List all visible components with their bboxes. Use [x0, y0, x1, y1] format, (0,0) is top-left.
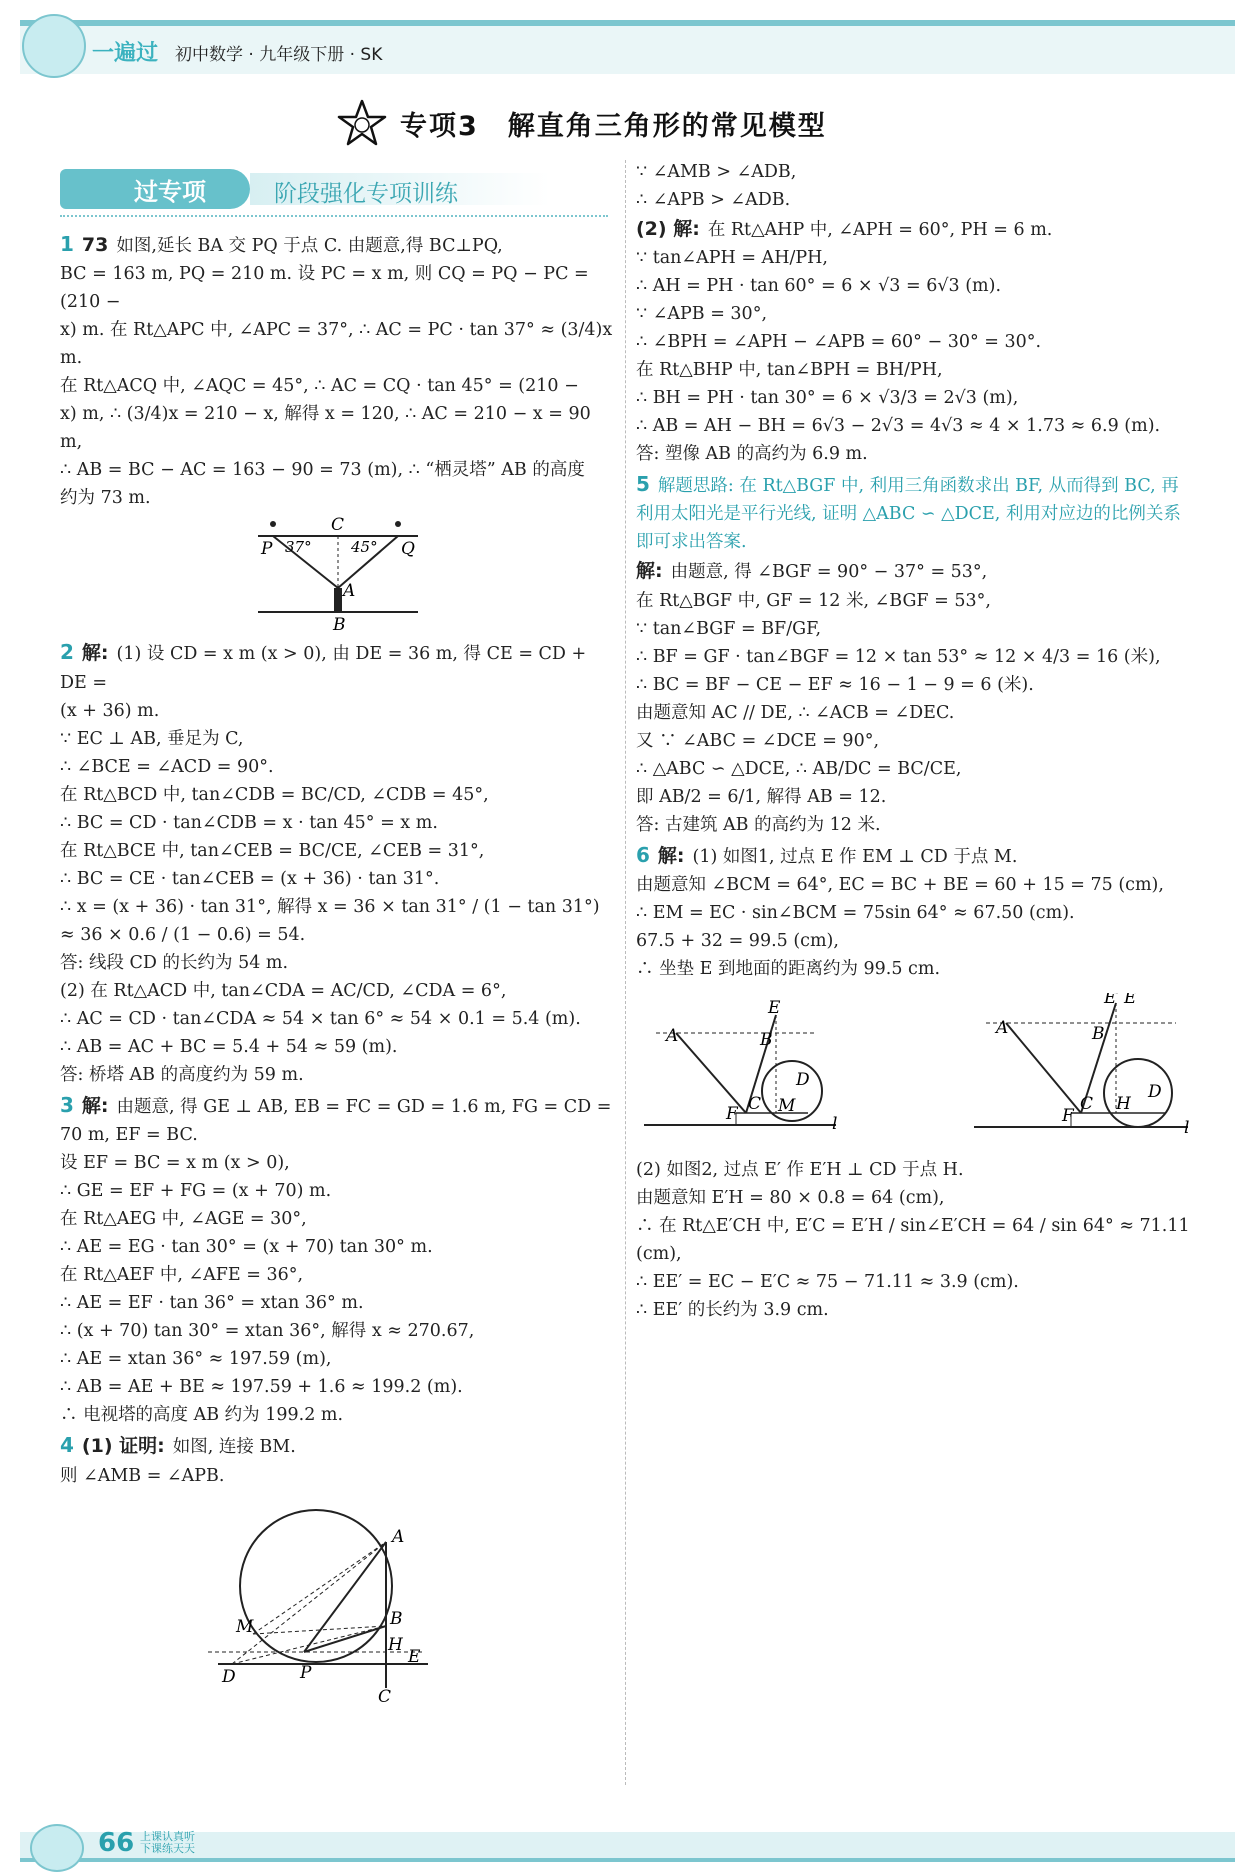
figure-1: [636, 993, 846, 1143]
solution-line: [636, 871, 1196, 899]
problem-number: 1: [60, 232, 74, 256]
solution-line: [60, 893, 615, 949]
solution-line: [636, 1184, 1196, 1212]
solution-line: [60, 977, 615, 1005]
solution-text: 答: 线段 CD 的长约为 54 m.: [60, 952, 289, 973]
solution-text: ∵ ∠APB = 30°,: [636, 304, 768, 325]
solution-text: ∴ AH = PH · tan 60° = 6 × √3 = 6√3 (m).: [636, 276, 1002, 297]
solution-text: 答: 塑像 AB 的高约为 6.9 m.: [636, 444, 868, 465]
figure-label: H: [1116, 1094, 1131, 1115]
answer-label: (1) 证明:: [81, 1435, 165, 1458]
solution-text: 如图, 连接 BM.: [172, 1437, 296, 1458]
solution-line: [60, 316, 615, 372]
solution-text: 答: 古建筑 AB 的高约为 12 米.: [636, 814, 881, 835]
solution-text: ∵ EC ⊥ AB, 垂足为 C,: [60, 728, 244, 749]
solution-line: [60, 456, 615, 484]
solution-text: ∴ △ABC ∽ △DCE, ∴ AB/DC = BC/CE,: [636, 758, 962, 779]
figure-label: B: [1092, 1024, 1105, 1045]
page-footer: [0, 1820, 1250, 1872]
solution-line: [636, 755, 1196, 783]
problem-number: 2: [60, 640, 74, 665]
solution-text: ∴ BC = CE · tan∠CEB = (x + 36) · tan 31°.: [60, 868, 440, 889]
page-title: 专项3 解直角三角形的常见模型: [400, 111, 827, 142]
solution-text: 70 m, EF = BC.: [60, 1125, 198, 1146]
solution-text: 约为 73 m.: [60, 488, 151, 509]
solution-line: [636, 186, 1196, 214]
solution-line: [636, 384, 1196, 412]
solution-line: [636, 1212, 1196, 1268]
solution-line: [636, 556, 1196, 586]
figure-label: C: [748, 1094, 762, 1115]
figure-label: 45°: [350, 538, 378, 557]
solution-text: 由题意, 得 ∠BGF = 90° − 37° = 53°,: [670, 562, 988, 583]
answer-label: (2) 解:: [636, 218, 700, 240]
figure-label: E′: [1104, 993, 1121, 1009]
solution-line: [60, 725, 615, 753]
right-column: [636, 158, 1196, 1324]
book-subtitle: 初中数学 · 九年级下册 · SK: [175, 45, 383, 65]
solution-line: [636, 1296, 1196, 1324]
solution-line: [636, 727, 1196, 755]
figure-label: 37°: [284, 538, 312, 557]
solution-text: 由题意知 E′H = 80 × 0.8 = 64 (cm),: [636, 1188, 945, 1209]
solution-text: ∴ AE = EF · tan 36° = xtan 36° m.: [60, 1293, 364, 1314]
solution-text: 在 Rt△BCE 中, tan∠CEB = BC/CE, ∠CEB = 31°,: [60, 840, 485, 861]
figure-label: P: [260, 539, 272, 560]
mascot-icon: [30, 1824, 84, 1872]
bicycle-figures: [636, 993, 1196, 1152]
solution-line: [60, 809, 615, 837]
solution-text: 在 Rt△ACQ 中, ∠AQC = 45°, ∴ AC = CQ · tan 45° = (210 −: [60, 376, 579, 397]
solution-line: [636, 615, 1196, 643]
solution-text: ∴ 电视塔的高度 AB 约为 199.2 m.: [60, 1405, 344, 1426]
solution-line: [60, 1061, 615, 1089]
figure-label: Q: [400, 539, 415, 560]
solution-line: [60, 1429, 615, 1461]
solution-text: 在 Rt△AHP 中, ∠APH = 60°, PH = 6 m.: [707, 220, 1053, 240]
solution-text: 如图,延长 BA 交 PQ 于点 C. 由题意,得 BC⊥PQ,: [116, 236, 503, 256]
figure-label: P: [299, 1662, 311, 1683]
solution-line: [60, 1345, 615, 1373]
figure-label: E: [768, 998, 781, 1019]
solution-line: [636, 783, 1196, 811]
solution-hint: 解题思路: 在 Rt△BGF 中, 利用三角函数求出 BF, 从而得到 BC, 再利用太阳光是平行光线, 证明 △ABC ∽ △DCE, 利用对应边的比例关系即可求出答案.: [636, 476, 1181, 553]
answer-label: 73: [81, 234, 109, 256]
solution-line: [60, 1089, 615, 1121]
solution-text: 在 Rt△AEF 中, ∠AFE = 36°,: [60, 1265, 304, 1286]
figure-label: M: [235, 1616, 253, 1637]
solution-line: [636, 158, 1196, 186]
figure-label: F: [1062, 1106, 1074, 1127]
solution-text: ∴ 在 Rt△E′CH 中, E′C = E′H / sin∠E′CH = 64 / sin 64° ≈ 71.11 (cm),: [636, 1216, 1190, 1265]
solution-line: [60, 1177, 615, 1205]
solution-line: [60, 1317, 615, 1345]
solution-line: [636, 699, 1196, 727]
solution-text: ∴ 坐垫 E 到地面的距离约为 99.5 cm.: [636, 959, 941, 980]
solution-text: ∴ AC = CD · tan∠CDA ≈ 54 × tan 6° ≈ 54 × 0.1 = 5.4 (m).: [60, 1008, 581, 1029]
solution-text: ∴ BC = BF − CE − EF ≈ 16 − 1 − 9 = 6 (米).: [636, 674, 1034, 695]
solution-line: [636, 1268, 1196, 1296]
solution-line: [636, 671, 1196, 699]
solution-text: 设 EF = BC = x m (x > 0),: [60, 1153, 290, 1174]
problem-number: 5: [636, 472, 650, 497]
brand-logo-icon: [22, 14, 86, 78]
solution-line: [60, 1205, 615, 1233]
footer-slogan: 上课认真听 下课练天天: [140, 1830, 195, 1856]
solution-text: ∵ tan∠BGF = BF/GF,: [636, 618, 822, 639]
solution-line: [60, 228, 615, 260]
page-header: [0, 0, 1250, 80]
solution-text: 67.5 + 32 = 99.5 (cm),: [636, 931, 839, 952]
figure-label: H: [387, 1634, 403, 1655]
figure-label: B: [332, 615, 345, 633]
solution-text: ∴ BF = GF · tan∠BGF = 12 × tan 53° ≈ 12 × 4/3 = 16 (米),: [636, 646, 1161, 667]
solution-line: [636, 214, 1196, 244]
solution-line: [60, 865, 615, 893]
solution-text: x) m, ∴ (3/4)x = 210 − x, 解得 x = 120, ∴ AC = 210 − x = 90 m,: [60, 404, 591, 453]
solution-text: ∴ AE = xtan 36° ≈ 197.59 (m),: [60, 1349, 332, 1370]
solution-line: [60, 1289, 615, 1317]
solution-line: [60, 949, 615, 977]
page-number: 66: [98, 1828, 135, 1858]
section-name: 阶段强化专项训练: [274, 181, 458, 207]
solution-line: [636, 587, 1196, 615]
left-column: [60, 228, 615, 1713]
solution-text: ∴ AB = AH − BH = 6√3 − 2√3 = 4√3 ≈ 4 × 1.73 ≈ 6.9 (m).: [636, 416, 1161, 437]
solution-text: ∴ EE′ 的长约为 3.9 cm.: [636, 1300, 829, 1321]
solution-line: [636, 899, 1196, 927]
solution-text: 由题意知 AC // DE, ∴ ∠ACB = ∠DEC.: [636, 702, 955, 723]
solution-line: [60, 753, 615, 781]
solution-text: 在 Rt△AEG 中, ∠AGE = 30°,: [60, 1209, 307, 1230]
section-tag-label: 过专项: [134, 178, 206, 206]
solution-text: 由题意, 得 GE ⊥ AB, EB = FC = GD = 1.6 m, FG = CD =: [116, 1096, 612, 1117]
solution-text: ∴ AB = AE + BE ≈ 197.59 + 1.6 ≈ 199.2 (m).: [60, 1377, 463, 1398]
solution-text: (x + 36) m.: [60, 700, 160, 721]
answer-label: 解:: [81, 642, 109, 665]
solution-text: ∴ AE = EG · tan 30° = (x + 70) tan 30° m.: [60, 1237, 433, 1258]
solution-text: ∴ x = (x + 36) · tan 31°, 解得 x = 36 × tan 31° / (1 − tan 31°) ≈ 36 × 0.6 / (1 − 0.6) = 54.: [60, 896, 600, 945]
solution-text: 又 ∵ ∠ABC = ∠DCE = 90°,: [636, 730, 880, 751]
circle-figure: [208, 1494, 468, 1709]
figure-label: C: [1080, 1094, 1094, 1115]
solution-line: [636, 811, 1196, 839]
solution-line: [636, 244, 1196, 272]
solution-text: ∴ ∠APB > ∠ADB.: [636, 190, 791, 210]
solution-line: [60, 1373, 615, 1401]
problem-number: 6: [636, 842, 650, 867]
figure-label: F: [726, 1104, 738, 1125]
solution-text: ∴ EM = EC · sin∠BCM = 75sin 64° ≈ 67.50 (cm).: [636, 903, 1075, 924]
solution-text: 在 Rt△BHP 中, tan∠BPH = BH/PH,: [636, 360, 943, 381]
problem-number: 4: [60, 1433, 74, 1458]
solution-line: [60, 1033, 615, 1061]
answer-label: 解:: [657, 844, 685, 867]
section-divider: [60, 215, 608, 217]
solution-line: [636, 468, 1196, 556]
figure-label: A: [391, 1526, 404, 1547]
figure-label: l: [1184, 1118, 1190, 1139]
solution-line: [60, 1005, 615, 1033]
solution-text: 由题意知 ∠BCM = 64°, EC = BC + BE = 60 + 15 = 75 (cm),: [636, 875, 1164, 896]
solution-line: [60, 1233, 615, 1261]
solution-text: ∴ GE = EF + FG = (x + 70) m.: [60, 1181, 332, 1202]
solution-line: [60, 1462, 615, 1490]
figure-label: A: [666, 1026, 679, 1047]
solution-line: [60, 1121, 615, 1149]
solution-text: 答: 桥塔 AB 的高度约为 59 m.: [60, 1064, 304, 1085]
solution-text: ∴ (x + 70) tan 30° = xtan 36°, 解得 x ≈ 270.67,: [60, 1321, 475, 1342]
solution-line: [636, 1156, 1196, 1184]
solution-text: 在 Rt△BCD 中, tan∠CDB = BC/CD, ∠CDB = 45°,: [60, 784, 489, 805]
solution-line: [60, 372, 615, 400]
solution-line: [636, 300, 1196, 328]
star-icon: [336, 98, 388, 150]
figure-label: D: [221, 1666, 236, 1687]
brand-name: 一遍过: [92, 41, 159, 66]
solution-line: [636, 412, 1196, 440]
solution-text: BC = 163 m, PQ = 210 m. 设 PC = x m, 则 CQ = PQ − PC = (210 −: [60, 264, 589, 313]
solution-text: (2) 如图2, 过点 E′ 作 E′H ⊥ CD 于点 H.: [636, 1160, 964, 1181]
figure-label: C: [330, 516, 344, 536]
problem-number: 3: [60, 1092, 74, 1117]
figure-label: B: [389, 1608, 402, 1629]
figure-label: D: [796, 1070, 810, 1091]
solution-text: ∴ ∠BPH = ∠APH − ∠APB = 60° − 30° = 30°.: [636, 332, 1042, 353]
solution-line: [60, 484, 615, 512]
figure-label: E: [1124, 993, 1137, 1009]
tower-figure: [253, 516, 423, 632]
solution-text: ∴ AB = BC − AC = 163 − 90 = 73 (m), ∴ “栖灵塔” AB 的高度: [60, 460, 585, 481]
solution-text: x) m. 在 Rt△APC 中, ∠APC = 37°, ∴ AC = PC · tan 37° ≈ (3/4)x m.: [60, 320, 613, 369]
figure-label: A: [342, 581, 355, 602]
figure-label: B: [760, 1030, 773, 1051]
solution-text: ∴ BH = PH · tan 30° = 6 × √3/3 = 2√3 (m),: [636, 388, 1019, 409]
solution-text: 则 ∠AMB = ∠APB.: [60, 1465, 225, 1486]
solution-line: [60, 400, 615, 456]
solution-text: ∴ AB = AC + BC = 5.4 + 54 ≈ 59 (m).: [60, 1036, 398, 1057]
solution-line: [636, 643, 1196, 671]
solution-line: [60, 1401, 615, 1429]
solution-line: [60, 636, 615, 696]
solution-text: (2) 在 Rt△ACD 中, tan∠CDA = AC/CD, ∠CDA = 6°,: [60, 980, 507, 1001]
solution-line: [636, 440, 1196, 468]
solution-text: ∵ ∠AMB > ∠ADB,: [636, 162, 797, 182]
solution-text: ∴ EE′ = EC − E′C ≈ 75 − 71.11 ≈ 3.9 (cm).: [636, 1272, 1019, 1293]
figure-label: A: [996, 1018, 1009, 1039]
footer-band: [20, 1832, 1235, 1862]
figure-label: E: [407, 1646, 420, 1667]
solution-line: [636, 955, 1196, 983]
solution-line: [60, 781, 615, 809]
solution-line: [636, 839, 1196, 871]
solution-line: [636, 927, 1196, 955]
solution-line: [636, 272, 1196, 300]
figure-label: C: [377, 1686, 391, 1707]
solution-line: [60, 260, 615, 316]
solution-line: [60, 1261, 615, 1289]
solution-line: [636, 328, 1196, 356]
figure-label: M: [778, 1096, 796, 1117]
figure-label: l: [832, 1114, 838, 1135]
solution-line: [60, 1149, 615, 1177]
solution-line: [60, 837, 615, 865]
section-banner: [60, 165, 620, 225]
answer-label: 解:: [636, 560, 663, 583]
solution-line: [636, 356, 1196, 384]
solution-text: (1) 如图1, 过点 E 作 EM ⊥ CD 于点 M.: [692, 846, 1018, 867]
column-separator: [625, 160, 626, 1785]
figure-label: D: [1148, 1082, 1162, 1103]
topic-title: [300, 98, 960, 150]
answer-label: 解:: [81, 1094, 109, 1117]
figure-2: [966, 993, 1196, 1143]
solution-line: [60, 697, 615, 725]
solution-text: 在 Rt△BGF 中, GF = 12 米, ∠BGF = 53°,: [636, 590, 991, 611]
solution-text: ∴ BC = CD · tan∠CDB = x · tan 45° = x m.: [60, 812, 438, 833]
solution-text: ∴ ∠BCE = ∠ACD = 90°.: [60, 756, 274, 777]
solution-text: 即 AB/2 = 6/1, 解得 AB = 12.: [636, 786, 887, 807]
solution-text: ∵ tan∠APH = AH/PH,: [636, 248, 828, 269]
solution-text: (1) 设 CD = x m (x > 0), 由 DE = 36 m, 得 CE = CD + DE =: [60, 644, 587, 693]
